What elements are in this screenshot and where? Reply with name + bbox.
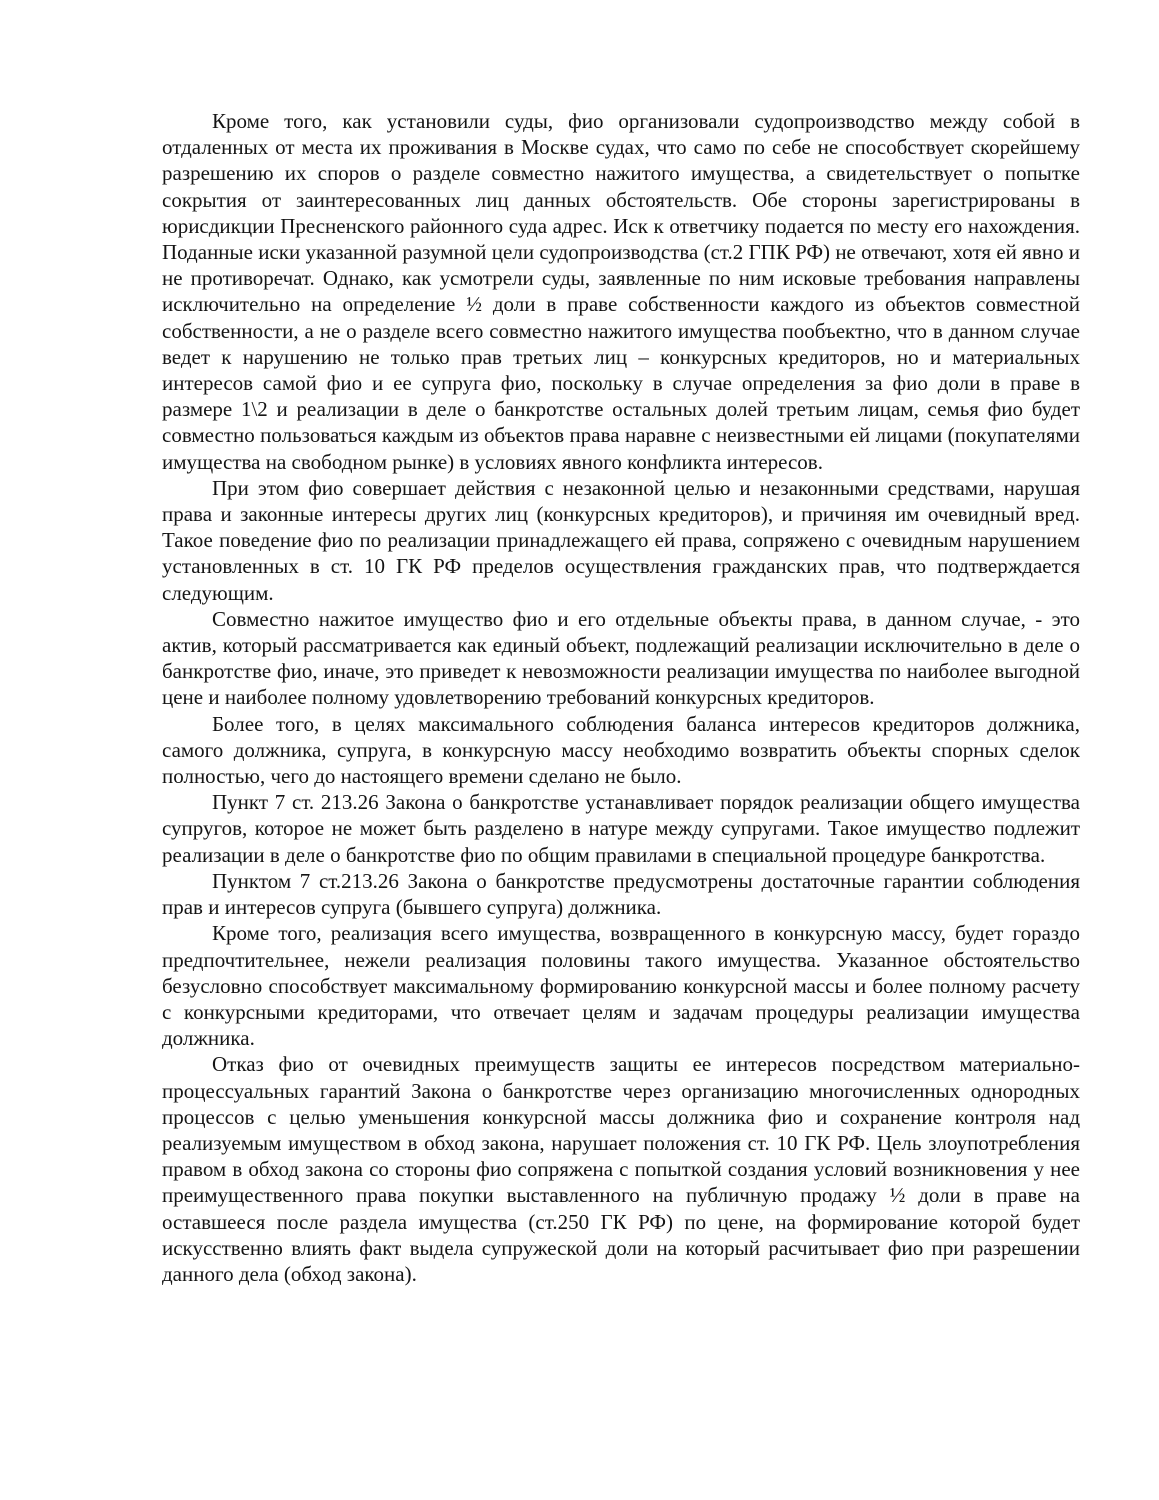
paragraph-5: Пункт 7 ст. 213.26 Закона о банкротстве устанавливает порядок реализации общего имущества супругов, которое не может быть разделено в натуре между супругами. Такое имущество подлежит реализации в деле о банкротстве фио по общим правилами в специальной процедуре банкротства. (162, 790, 1080, 867)
paragraph-7: Кроме того, реализация всего имущества, возвращенного в конкурсную массу, будет гораздо предпочтительнее, нежели реализация половины такого имущества. Указанное обстоятельство безусловно способствует максимальному формированию конкурсной массы и более полному расчету с конкурсными кредиторами, что отвечает целям и задачам процедуры реализации имущества должника. (162, 921, 1080, 1051)
document-page (162, 108, 1080, 1287)
paragraph-4: Более того, в целях максимального соблюдения баланса интересов кредиторов должника, самого должника, супруга, в конкурсную массу необходимо возвратить объекты спорных сделок полностью, чего до настоящего времени сделано не было. (162, 711, 1080, 789)
paragraph-2: При этом фио совершает действия с незаконной целью и незаконными средствами, нарушая права и законные интересы других лиц (конкурсных кредиторов), и причиняя им очевидный вред. Такое поведение фио по реализации принадлежащего ей права, сопряжено с очевидным нарушением установленных в ст. 10 ГК РФ пределов осуществления гражданских прав, что подтверждается следующим. (162, 475, 1080, 605)
paragraph-3: Совместно нажитое имущество фио и его отдельные объекты права, в данном случае, - это актив, который рассматривается как единый объект, подлежащий реализации исключительно в деле о банкротстве фио, иначе, это приведет к невозможности реализации имущества по наиболее выгодной цене и наиболее полному удовлетворению требований конкурсных кредиторов. (162, 606, 1080, 710)
paragraph-8: Отказ фио от очевидных преимуществ защиты ее интересов посредством материально-процессуальных гарантий Закона о банкротстве через организацию многочисленных однородных процессов с целью уменьшения конкурсной массы должника фио и сохранение контроля над реализуемым имуществом в обход закона, нарушает положения ст. 10 ГК РФ. Цель злоупотребления правом в обход закона со стороны фио сопряжена с попыткой создания условий возникновения у нее преимущественного права покупки выставленного на публичную продажу ½ доли в праве на оставшееся после раздела имущества (ст.250 ГК РФ) по цене, на формирование которой будет искусственно влиять факт выдела супружеской доли на который расчитывает фио при разрешении данного дела (обход закона). (162, 1052, 1080, 1286)
paragraph-1: Кроме того, как установили суды, фио организовали судопроизводство между собой в отдаленных от места их проживания в Москве судах, что само по себе не способствует скорейшему разрешению их споров о разделе совместно нажитого имущества, а свидетельствует о попытке сокрытия от заинтересованных лиц данных обстоятельств. Обе стороны зарегистрированы в юрисдикции Пресненского районного суда адрес. Иск к ответчику подается по месту его нахождения. Поданные иски указанной разумной цели судопроизводства (ст.2 ГПК РФ) не отвечают, хотя ей явно и не противоречат. Однако, как усмотрели суды, заявленные по ним исковые требования направлены исключительно на определение ½ доли в праве собственности каждого из объектов совместной собственности, а не о разделе всего совместно нажитого имущества пообъектно, что в данном случае ведет к нарушению не только прав третьих лиц – конкурсных кредиторов, но и материальных интересов самой фио и ее супруга фио, поскольку в случае определения за фио доли в праве в размере 1\2 и реализации в деле о банкротстве остальных долей третьим лицам, семья фио будет совместно пользоваться каждым из объектов права наравне с неизвестными ей лицами (покупателями имущества на свободном рынке) в условиях явного конфликта интересов. (162, 109, 1080, 474)
paragraph-6: Пунктом 7 ст.213.26 Закона о банкротстве предусмотрены достаточные гарантии соблюдения прав и интересов супруга (бывшего супруга) должника. (162, 868, 1080, 920)
